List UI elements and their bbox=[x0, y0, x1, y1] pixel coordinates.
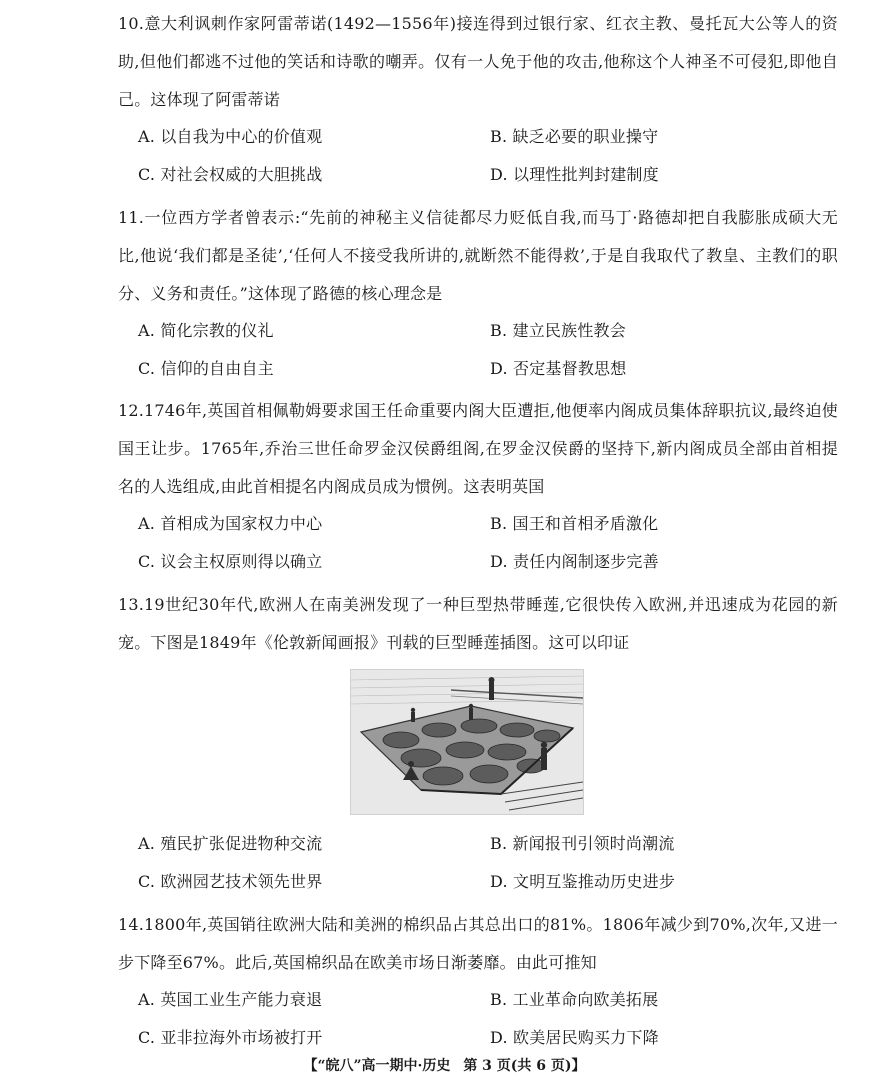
option-c[interactable]: C. 亚非拉海外市场被打开 bbox=[138, 1028, 323, 1047]
option-c[interactable]: C. 信仰的自由自主 bbox=[138, 359, 274, 378]
option-a[interactable]: A. 以自我为中心的价值观 bbox=[138, 127, 323, 146]
question-stem: 11.一位西方学者曾表示:“先前的神秘主义信徒都尽力贬低自我,而马丁·路德却把自我膨胀成硕大无比,他说‘我们都是圣徒’,‘任何人不接受我所讲的,就断然不能得救’,于是自我取代了教皇、主教们的职分、义务和责任。”这体现了路德的核心理念是 bbox=[118, 208, 838, 303]
option-b[interactable]: B. 新闻报刊引领时尚潮流 bbox=[490, 834, 675, 853]
question-stem: 13.19世纪30年代,欧洲人在南美洲发现了一种巨型热带睡莲,它很快传入欧洲,并迅速成为花园的新宠。下图是1849年《伦敦新闻画报》刊载的巨型睡莲插图。这可以印证 bbox=[118, 595, 838, 652]
option-d[interactable]: D. 以理性批判封建制度 bbox=[490, 165, 659, 184]
option-c[interactable]: C. 议会主权原则得以确立 bbox=[138, 552, 323, 571]
option-b[interactable]: B. 建立民族性教会 bbox=[490, 321, 626, 340]
exam-title: 【“皖八”高一期中·历史 bbox=[303, 1058, 451, 1074]
question-stem: 12.1746年,英国首相佩勒姆要求国王任命重要内阁大臣遭拒,他便率内阁成员集体辞职抗议,最终迫使国王让步。1765年,乔治三世任命罗金汉侯爵组阁,在罗金汉侯爵的坚持下,新内阁成员全部由首相提名的人选组成,由此首相提名内阁成员成为惯例。这表明英国 bbox=[118, 401, 838, 496]
option-a[interactable]: A. 英国工业生产能力衰退 bbox=[138, 990, 323, 1009]
option-a[interactable]: A. 简化宗教的仪礼 bbox=[138, 321, 274, 340]
giant-water-lily-illustration bbox=[350, 669, 584, 815]
option-d[interactable]: D. 欧美居民购买力下降 bbox=[490, 1028, 659, 1047]
option-d[interactable]: D. 文明互鉴推动历史进步 bbox=[490, 872, 676, 891]
option-d[interactable]: D. 否定基督教思想 bbox=[490, 359, 627, 378]
water-lily-engraving bbox=[351, 670, 583, 814]
option-a[interactable]: A. 首相成为国家权力中心 bbox=[138, 514, 323, 533]
question-stem: 10.意大利讽刺作家阿雷蒂诺(1492—1556年)接连得到过银行家、红衣主教、曼托瓦大公等人的资助,但他们都逃不过他的笑话和诗歌的嘲弄。仅有一人免于他的攻击,他称这个人神圣不可侵犯,即他自己。这体现了阿雷蒂诺 bbox=[118, 14, 838, 109]
option-b[interactable]: B. 工业革命向欧美拓展 bbox=[490, 990, 659, 1009]
option-c[interactable]: C. 对社会权威的大胆挑战 bbox=[138, 165, 323, 184]
option-c[interactable]: C. 欧洲园艺技术领先世界 bbox=[138, 872, 323, 891]
page-footer bbox=[0, 1056, 889, 1076]
option-d[interactable]: D. 责任内阁制逐步完善 bbox=[490, 552, 659, 571]
page-number: 第 3 页(共 6 页)】 bbox=[463, 1058, 586, 1074]
option-b[interactable]: B. 国王和首相矛盾激化 bbox=[490, 514, 659, 533]
option-b[interactable]: B. 缺乏必要的职业操守 bbox=[490, 127, 659, 146]
question-stem: 14.1800年,英国销往欧洲大陆和美洲的棉织品占其总出口的81%。1806年减少到70%,次年,又进一步下降至67%。此后,英国棉织品在欧美市场日渐萎靡。由此可推知 bbox=[118, 915, 838, 972]
option-a[interactable]: A. 殖民扩张促进物种交流 bbox=[138, 834, 323, 853]
